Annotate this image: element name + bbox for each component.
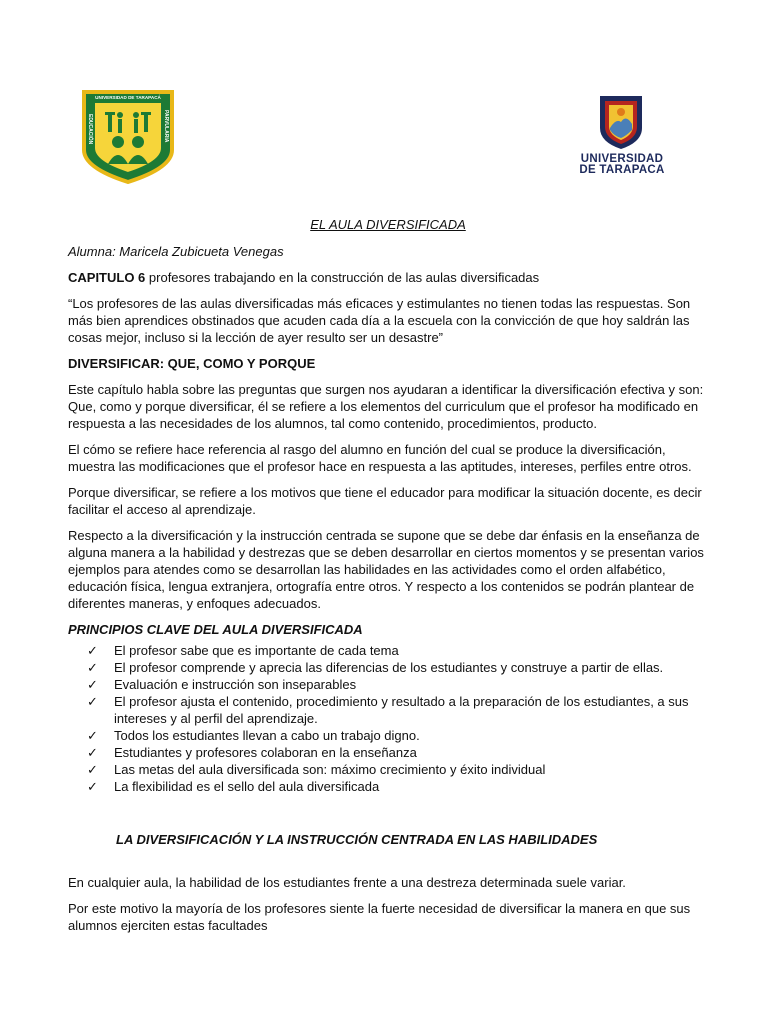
universidad-tarapaca-logo	[566, 94, 678, 178]
checkmark-icon: ✓	[87, 762, 98, 777]
list-item-text: El profesor sabe que es importante de cada tema	[114, 643, 399, 658]
heading-diversificacion-habilidades: LA DIVERSIFICACIÓN Y LA INSTRUCCIÓN CENTRADA EN LAS HABILIDADES	[116, 832, 598, 847]
paragraph-instruccion-centrada: Respecto a la diversificación y la instrucción centrada se supone que se debe dar énfasis en la enseñanza de alguna manera a la habilidad y destrezas que se deben desarrollar en ciertos momentos y se presentan varios ejemplos para atendes como se desarrollan las habilidades en las actividades como el orden alfabético, educación física, lengua extranjera, ortografía entre otros. Y respecto a los contenidos se podrán plantear de diferentes maneras, y enfoques adecuados.	[68, 528, 704, 611]
chapter-line	[68, 269, 708, 286]
checkmark-icon: ✓	[87, 643, 98, 658]
paragraph-porque: Porque diversificar, se refiere a los motivos que tiene el educador para modificar la situación docente, es decir facilitar el acceso al aprendizaje.	[68, 485, 702, 517]
checkmark-icon: ✓	[87, 779, 98, 794]
list-item-text: El profesor ajusta el contenido, procedimiento y resultado a la preparación de los estudiantes, a sus intereses y al perfil del aprendizaje.	[114, 694, 689, 726]
document-title: EL AULA DIVERSIFICADA	[310, 217, 466, 232]
list-item-text: El profesor comprende y aprecia las diferencias de los estudiantes y construye a partir de ellas.	[114, 660, 664, 675]
university-name	[566, 154, 678, 176]
university-name-line2: DE TARAPACA	[579, 164, 665, 176]
list-item-text: Las metas del aula diversificada son: máximo crecimiento y éxito individual	[114, 762, 546, 777]
list-item	[87, 642, 708, 659]
svg-text:PARVULARIA: PARVULARIA	[163, 110, 169, 143]
list-item	[87, 693, 708, 727]
list-item-text: Evaluación e instrucción son inseparables	[114, 677, 357, 692]
author-line: Alumna: Maricela Zubicueta Venegas	[68, 244, 284, 259]
list-item	[87, 778, 708, 795]
paragraph-que-como-porque: Este capítulo habla sobre las preguntas que surgen nos ayudaran a identificar la diversificación efectiva y son: Que, como y porque diversificar, él se refiere a los elementos del curriculum que el profesor ha modificado en respuesta a las necesidades de los alumnos, tal como contenido, procedimientos, producto.	[68, 382, 704, 431]
checkmark-icon: ✓	[87, 677, 98, 692]
paragraph-como: El cómo se refiere hace referencia al rasgo del alumno en función del cual se produce la diversificación, muestra las modificaciones que el profesor hace en respuesta a las aptitudes, intereses, perfiles entre otros.	[68, 442, 692, 474]
heading-diversificar: DIVERSIFICAR: QUE, COMO Y PORQUE	[68, 356, 316, 371]
checkmark-icon: ✓	[87, 745, 98, 760]
principles-list	[68, 642, 708, 795]
list-item	[87, 727, 708, 744]
chapter-text: profesores trabajando en la construcción de las aulas diversificadas	[145, 270, 540, 285]
university-name-line1: UNIVERSIDAD	[580, 153, 664, 165]
shield-emblem-icon	[598, 94, 644, 150]
checkmark-icon: ✓	[87, 728, 98, 743]
list-item	[87, 744, 708, 761]
svg-text:EDUCACIÓN: EDUCACIÓN	[87, 114, 93, 145]
list-item	[87, 659, 708, 676]
educacion-parvularia-logo	[80, 88, 176, 184]
document-body	[68, 216, 708, 943]
quote-paragraph: “Los profesores de las aulas diversificadas más eficaces y estimulantes no tienen todas las respuestas. Son más bien aprendices obstinados que acuden cada día a la escuela con la convicción de que hoy saldrán las cosas mejor, incluso si la lección de ayer resulto ser un desastre”	[68, 296, 691, 345]
list-item-text: Todos los estudiantes llevan a cabo un trabajo digno.	[114, 728, 420, 743]
checkmark-icon: ✓	[87, 694, 98, 709]
svg-text:UNIVERSIDAD DE TARAPACÁ: UNIVERSIDAD DE TARAPACÁ	[95, 95, 161, 100]
checkmark-icon: ✓	[87, 660, 98, 675]
paragraph-cualquier-aula: En cualquier aula, la habilidad de los estudiantes frente a una destreza determinada suele variar.	[68, 875, 626, 890]
chapter-label: CAPITULO 6	[68, 270, 146, 285]
list-item-text: Estudiantes y profesores colaboran en la enseñanza	[114, 745, 417, 760]
heading-principios: PRINCIPIOS CLAVE DEL AULA DIVERSIFICADA	[68, 622, 363, 637]
paragraph-por-este-motivo: Por este motivo la mayoría de los profesores siente la fuerte necesidad de diversificar la manera en que sus alumnos ejerciten estas facultades	[68, 901, 691, 933]
list-item-text: La flexibilidad es el sello del aula diversificada	[114, 779, 380, 794]
list-item	[87, 761, 708, 778]
list-item	[87, 676, 708, 693]
